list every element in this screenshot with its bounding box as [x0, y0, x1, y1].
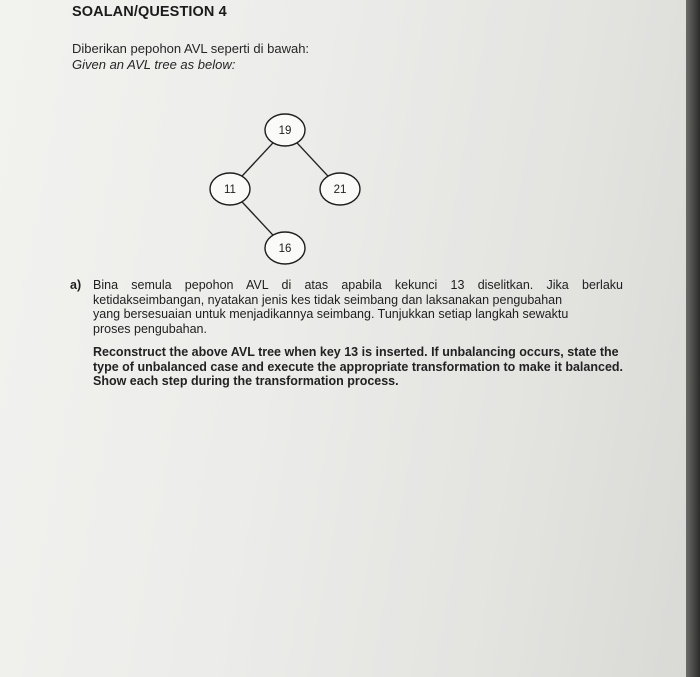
- tree-node-key: 16: [278, 243, 292, 255]
- tree-edge-11-16: [241, 201, 274, 237]
- part-a-english-line: Show each step during the transformation process.: [93, 374, 399, 389]
- part-a-malay-line: ketidakseimbangan, nyatakan jenis kes tidak seimbang dan laksanakan pengubahan: [93, 292, 563, 307]
- tree-edge-19-21: [296, 142, 329, 178]
- tree-node-key: 21: [333, 184, 347, 196]
- part-a-english-line: type of unbalanced case and execute the appropriate transformation to make it balanced.: [93, 359, 623, 374]
- tree-node-16: [265, 232, 305, 264]
- tree-node-11: [210, 173, 250, 205]
- intro-english: Given an AVL tree as below:: [72, 57, 236, 72]
- tree-edge-19-11: [241, 142, 274, 178]
- tree-edges: [241, 142, 329, 237]
- avl-tree-diagram: [0, 0, 686, 290]
- tree-node-key: 19: [278, 125, 292, 137]
- part-a-malay-line: proses pengubahan.: [93, 321, 207, 336]
- question-heading: SOALAN/QUESTION 4: [72, 4, 227, 20]
- part-a-malay-line: yang bersesuaian untuk menjadikannya seimbang. Tunjukkan setiap langkah sewaktu: [93, 307, 569, 322]
- intro-malay: Diberikan pepohon AVL seperti di bawah:: [72, 41, 310, 56]
- part-a-malay-line: Bina semula pepohon AVL di atas apabila kekunci 13 diselitkan. Jika berlaku: [93, 278, 623, 292]
- part-a-malay-text: [93, 278, 623, 336]
- part-a-label: a): [70, 278, 82, 292]
- part-a-english-line: Reconstruct the above AVL tree when key 13 is inserted. If unbalancing occurs, state the: [93, 345, 619, 359]
- tree-node-key: 11: [224, 184, 236, 196]
- desk-edge-shadow: [686, 0, 700, 677]
- tree-nodes: [210, 114, 360, 264]
- part-a-english-text: [93, 345, 623, 389]
- tree-node-19: [265, 114, 305, 146]
- tree-node-21: [320, 173, 360, 205]
